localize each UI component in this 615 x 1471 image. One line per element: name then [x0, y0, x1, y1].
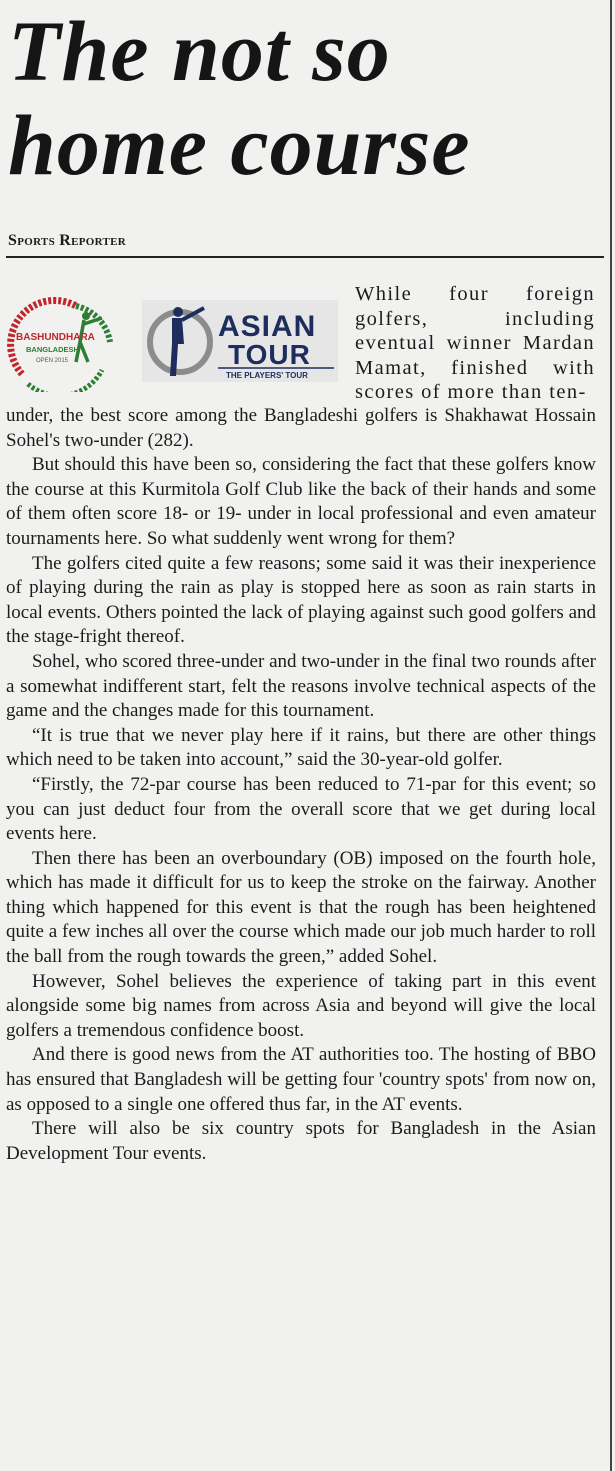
bbo-logo-line-2: BANGLADESH	[26, 345, 79, 354]
column-rule	[610, 0, 612, 1471]
body-paragraph: And there is good news from the AT authorities too. The hosting of BBO has ensured that Bangladesh will be getting four 'country spots' from now on, as opposed to a single one offered thus far, in the AT events.	[6, 1044, 596, 1115]
asian-tour-logo	[142, 300, 338, 382]
asian-tour-tagline: THE PLAYERS' TOUR	[226, 371, 308, 380]
asian-tour-word-1: ASIAN	[218, 310, 317, 343]
headline-line-1: The not so	[8, 3, 391, 99]
bashundhara-bangladesh-open-logo	[6, 292, 128, 392]
body-paragraph: under, the best score among the Bangladeshi golfers is Shakhawat Hossain Sohel's two-under (282).	[6, 405, 596, 451]
body-paragraph: However, Sohel believes the experience of taking part in this event alongside some big names from across Asia and beyond will give the local golfers a tremendous confidence boost.	[6, 970, 596, 1041]
body-paragraph: “It is true that we never play here if it rains, but there are other things which need to be taken into account,” said the 30-year-old golfer.	[6, 724, 596, 771]
headline-line-2: home course	[8, 97, 471, 193]
bbo-logo-line-3: OPEN 2015	[36, 358, 69, 364]
headline	[8, 4, 598, 192]
body-paragraph: The golfers cited quite a few reasons; some said it was their inexperience of playing during the rain as play is stopped here as soon as rain starts in local events. Others pointed the lack of playing against such good golfers and the stage-fright thereof.	[6, 552, 596, 648]
body-paragraph: But should this have been so, considering the fact that these golfers know the course at this Kurmitola Golf Club like the back of their hands and some of them often score 18- or 19- under in local professional and even amateur tournaments here. So what suddenly went wrong for them?	[6, 454, 596, 549]
body-paragraph: Sohel, who scored three-under and two-under in the final two rounds after a somewhat indifferent start, felt the reasons involve technical aspects of the game and the changes made for this tournament.	[6, 650, 596, 722]
byline: Sports Reporter	[8, 232, 127, 249]
byline-divider	[6, 256, 604, 258]
asian-tour-word-2: TOUR	[228, 339, 311, 370]
bbo-logo-line-1: BASHUNDHARA	[16, 332, 95, 343]
body-paragraph: “Firstly, the 72-par course has been reduced to 71-par for this event; so you can just deduct four from the overall score that we get during local events here.	[6, 773, 596, 845]
body-paragraph: There will also be six country spots for Bangladesh in the Asian Development Tour events.	[6, 1118, 596, 1164]
logos	[6, 292, 336, 392]
intro-paragraph: While four foreign golfers, including eventual winner Mardan Mamat, finished with scores of more than ten-	[355, 283, 595, 404]
article-body	[6, 404, 596, 1166]
body-paragraph: Then there has been an overboundary (OB) imposed on the fourth hole, which has made it difficult for us to keep the stroke on the fairway. Another thing which happened for this event is that the rough has been heightened quite a few inches all over the course which made our job much harder to roll the ball from the rough towards the green,” added Sohel.	[6, 847, 596, 968]
